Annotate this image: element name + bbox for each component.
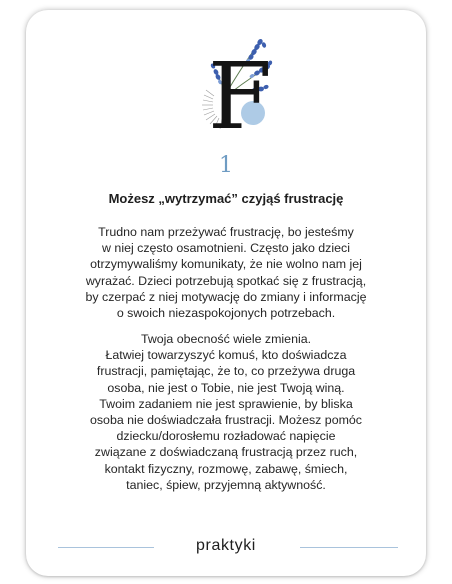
lavender-letter-emblem-icon	[191, 30, 281, 142]
card-number: 1	[219, 153, 233, 178]
text-line: Trudno nam przeżywać frustrację, bo jesteśmy	[98, 225, 354, 239]
paragraph-2	[38, 331, 414, 493]
text-line: o swoich niezaspokojonych potrzebach.	[116, 306, 336, 321]
text-line: kontakt fizyczny, rozmowę, zabawę, śmiech,	[104, 461, 348, 476]
text-line: osoba, nie jest o Tobie, nie jest Twoją winą.	[107, 380, 345, 395]
text-line: Twoja obecność wiele zmienia.	[140, 332, 312, 346]
text-line: otrzymywaliśmy komunikaty, że nie wolno nam jej	[90, 257, 362, 272]
text-line: frustracji, pamiętając, że to, co przeżywa druga	[96, 364, 356, 379]
card-title: Możesz „wytrzymać” czyjąś frustrację	[108, 191, 344, 206]
text-line: Łatwiej towarzyszyć komuś, kto doświadcza	[105, 348, 347, 363]
text-line: by czerpać z niej motywację do zmiany i informację	[85, 289, 367, 304]
emblem-graphic	[191, 30, 281, 142]
text-line: związane z doświadczaną frustracją przez ruch,	[94, 445, 358, 460]
footer-category-label: praktyki	[196, 537, 256, 554]
text-line: taniec, śpiew, przyjemną aktywność.	[126, 477, 326, 492]
text-line: dziecku/dorosłemu rozładować napięcie	[116, 429, 336, 444]
paragraph-1	[38, 224, 414, 321]
text-line: w niej często osamotnieni. Często jako dzieci	[102, 241, 350, 256]
text-line: osoba nie doświadczała frustracji. Możesz pomóc	[89, 413, 363, 428]
footer-divider-right	[300, 547, 398, 548]
text-line: Twoim zadaniem nie jest sprawienie, by bliska	[99, 396, 353, 411]
emblem-letter: F	[208, 43, 272, 142]
text-line: wyrażać. Dzieci potrzebują spotkać się z frustracją,	[85, 273, 367, 288]
card	[26, 10, 426, 576]
